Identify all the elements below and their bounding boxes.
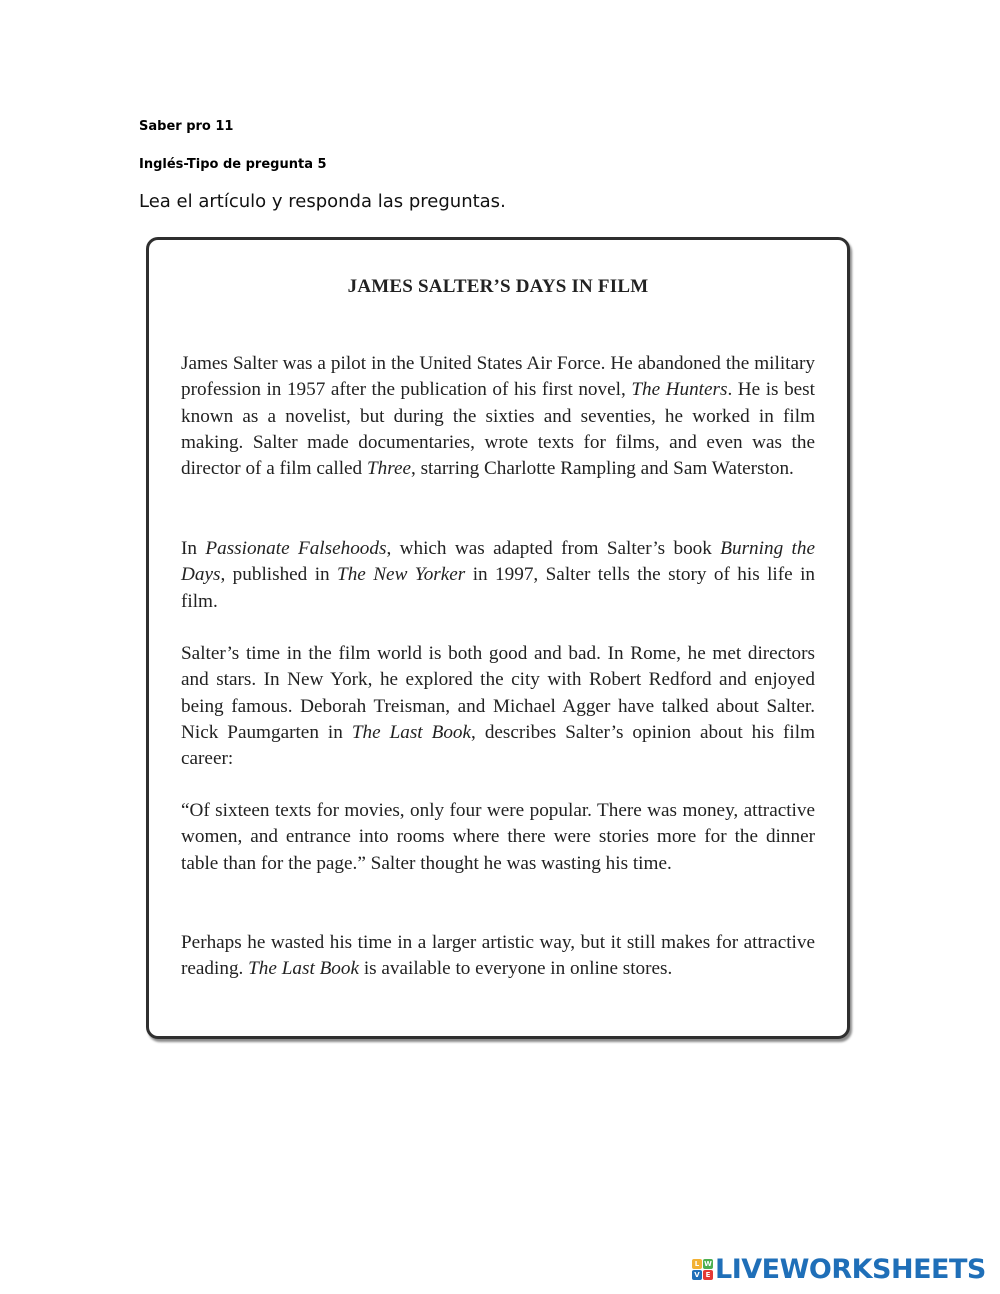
article-title: JAMES SALTER’S DAYS IN FILM [347,276,649,297]
logo-square: E [703,1270,713,1280]
logo-square: L [692,1259,702,1269]
instruction-text: Lea el artículo y responda las preguntas. [139,191,506,212]
article-paragraph-1: James Salter was a pilot in the United States Air Force. He abandoned the military profession in 1957 after the publication of his first novel, The Hunters. He is best known as a novelist, but during the sixties and seventies, he worked in film making. Salter made documentaries, wrote texts for films, and even was the director of a film called Three, starring Charlotte Rampling and Sam Waterston. [181,353,815,480]
article-paragraph-5: Perhaps he wasted his time in a larger artistic way, but it still makes for attractive reading. The Last Book is available to everyone in online stores. [181,932,815,980]
logo-square: W [704,1260,712,1268]
header-subtitle: Inglés-Tipo de pregunta 5 [139,157,327,172]
logo-text: LIVEWORKSHEETS [715,1254,986,1285]
liveworksheets-logo [692,1254,986,1285]
article-box [146,237,850,1039]
article-paragraph-2: In Passionate Falsehoods, which was adapted from Salter’s book Burning the Days, published in The New Yorker in 1997, Salter tells the story of his life in film. [181,538,815,612]
liveworksheets-logo-icon [692,1259,713,1280]
article-paragraph-4: “Of sixteen texts for movies, only four were popular. There was money, attractive women, and entrance into rooms where there were stories more for the dinner table than for the page.” Salter thought he was wasting his time. [181,800,815,874]
article-paragraph-3: Salter’s time in the film world is both good and bad. In Rome, he met directors and stars. In New York, he explored the city with Robert Redford and enjoyed being famous. Deborah Treisman, and Michael Agger have talked about Salter. Nick Paumgarten in The Last Book, describes Salter’s opinion about his film career: [181,643,815,770]
header-title: Saber pro 11 [139,119,234,134]
logo-square: V [692,1270,702,1280]
